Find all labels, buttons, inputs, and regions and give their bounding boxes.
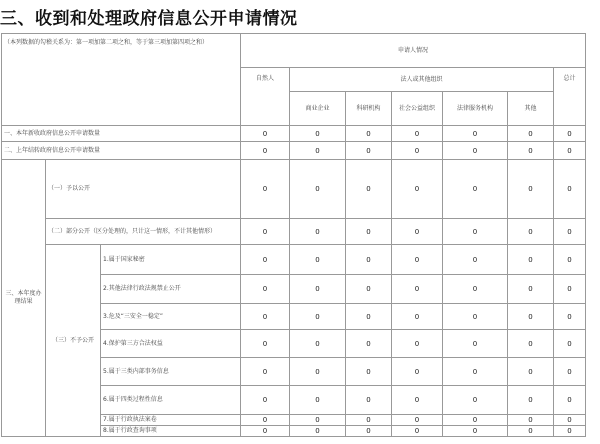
cell: 0 (554, 160, 586, 219)
cell: 0 (443, 219, 508, 245)
cell: 0 (241, 219, 290, 245)
row-label: 3.危及“三安全一稳定” (101, 304, 241, 330)
cell: 0 (554, 304, 586, 330)
legal-org-header: 法人或其他组织 (290, 68, 554, 92)
cell: 0 (443, 304, 508, 330)
cell: 0 (290, 304, 346, 330)
cell: 0 (241, 275, 290, 304)
cell: 0 (290, 426, 346, 437)
cell: 0 (443, 426, 508, 437)
cell: 0 (290, 415, 346, 426)
cell: 0 (508, 275, 554, 304)
cell: 0 (241, 126, 290, 142)
table-row (2, 160, 586, 219)
cell: 0 (346, 275, 392, 304)
cell: 0 (392, 126, 443, 142)
cell: 0 (443, 358, 508, 386)
row-label: 三、本年度办理结果 (2, 160, 46, 437)
cell: 0 (346, 160, 392, 219)
row-label: 2.其他法律行政法规禁止公开 (101, 275, 241, 304)
cell: 0 (443, 245, 508, 275)
cell: 0 (392, 426, 443, 437)
col-header: 社会公益组织 (392, 92, 443, 126)
cell: 0 (392, 160, 443, 219)
cell: 0 (554, 142, 586, 160)
row-label: （二）部分公开（区分处理的，只计这一情形，不计其他情形） (46, 219, 241, 245)
cell: 0 (443, 160, 508, 219)
cell: 0 (443, 142, 508, 160)
cell: 0 (241, 330, 290, 358)
cell: 0 (290, 330, 346, 358)
cell: 0 (290, 386, 346, 415)
cell: 0 (241, 304, 290, 330)
table-row (2, 142, 586, 160)
cell: 0 (241, 142, 290, 160)
cell: 0 (346, 219, 392, 245)
cell: 0 (443, 126, 508, 142)
row-label: 6.属于四类过程性信息 (101, 386, 241, 415)
cell: 0 (290, 219, 346, 245)
cell: 0 (241, 245, 290, 275)
cell: 0 (346, 304, 392, 330)
cell: 0 (554, 386, 586, 415)
cell: 0 (346, 245, 392, 275)
row-label: （一）予以公开 (46, 160, 241, 219)
cell: 0 (508, 160, 554, 219)
cell: 0 (290, 275, 346, 304)
cell: 0 (392, 142, 443, 160)
cell: 0 (554, 275, 586, 304)
applicant-header: 申请人情况 (241, 34, 586, 68)
cell: 0 (241, 426, 290, 437)
row-label: 5.属于三类内部事务信息 (101, 358, 241, 386)
cell: 0 (443, 386, 508, 415)
application-stats-table (1, 33, 586, 437)
cell: 0 (554, 219, 586, 245)
col-header: 科研机构 (346, 92, 392, 126)
row-label: 一、本年新收政府信息公开申请数量 (2, 126, 241, 142)
cell: 0 (554, 415, 586, 426)
cell: 0 (554, 330, 586, 358)
cell: 0 (241, 358, 290, 386)
cell: 0 (346, 126, 392, 142)
cell: 0 (392, 415, 443, 426)
cell: 0 (290, 245, 346, 275)
cell: 0 (443, 330, 508, 358)
table-row (2, 219, 586, 245)
cell: 0 (554, 426, 586, 437)
cell: 0 (346, 415, 392, 426)
cell: 0 (290, 142, 346, 160)
cell: 0 (508, 142, 554, 160)
cell: 0 (290, 358, 346, 386)
cell: 0 (508, 126, 554, 142)
row-label: 二、上年结转政府信息公开申请数量 (2, 142, 241, 160)
section-title: 三、收到和处理政府信息公开申请情况 (0, 9, 298, 29)
table-row (2, 126, 586, 142)
col-header: 其他 (508, 92, 554, 126)
cell: 0 (508, 245, 554, 275)
cell: 0 (508, 415, 554, 426)
cell: 0 (346, 142, 392, 160)
row-label: 8.属于行政查询事项 (101, 426, 241, 437)
cell: 0 (241, 386, 290, 415)
cell: 0 (290, 160, 346, 219)
cell: 0 (554, 245, 586, 275)
cell: 0 (346, 330, 392, 358)
cell: 0 (554, 126, 586, 142)
cell: 0 (241, 160, 290, 219)
cell: 0 (346, 358, 392, 386)
cell: 0 (392, 386, 443, 415)
cell: 0 (508, 304, 554, 330)
cell: 0 (508, 219, 554, 245)
row-label: （三）不予公开 (46, 245, 101, 437)
cell: 0 (554, 358, 586, 386)
relation-note: （本列数据的勾稽关系为：第一项加第二项之和，等于第三项加第四项之和） (2, 34, 241, 126)
natural-person-header: 自然人 (241, 68, 290, 126)
cell: 0 (508, 386, 554, 415)
cell: 0 (392, 358, 443, 386)
cell: 0 (443, 275, 508, 304)
cell: 0 (443, 415, 508, 426)
cell: 0 (392, 304, 443, 330)
cell: 0 (508, 358, 554, 386)
cell: 0 (241, 415, 290, 426)
cell: 0 (392, 275, 443, 304)
cell: 0 (508, 426, 554, 437)
col-header: 法律服务机构 (443, 92, 508, 126)
col-header: 商业企业 (290, 92, 346, 126)
cell: 0 (392, 219, 443, 245)
row-label: 4.保护第三方合法权益 (101, 330, 241, 358)
cell: 0 (346, 386, 392, 415)
cell: 0 (508, 330, 554, 358)
row-label: 1.属于国家秘密 (101, 245, 241, 275)
row-label: 7.属于行政执法案卷 (101, 415, 241, 426)
cell: 0 (290, 126, 346, 142)
cell: 0 (392, 330, 443, 358)
table-row (2, 245, 586, 275)
cell: 0 (346, 426, 392, 437)
cell: 0 (392, 245, 443, 275)
total-header: 总计 (554, 68, 586, 126)
